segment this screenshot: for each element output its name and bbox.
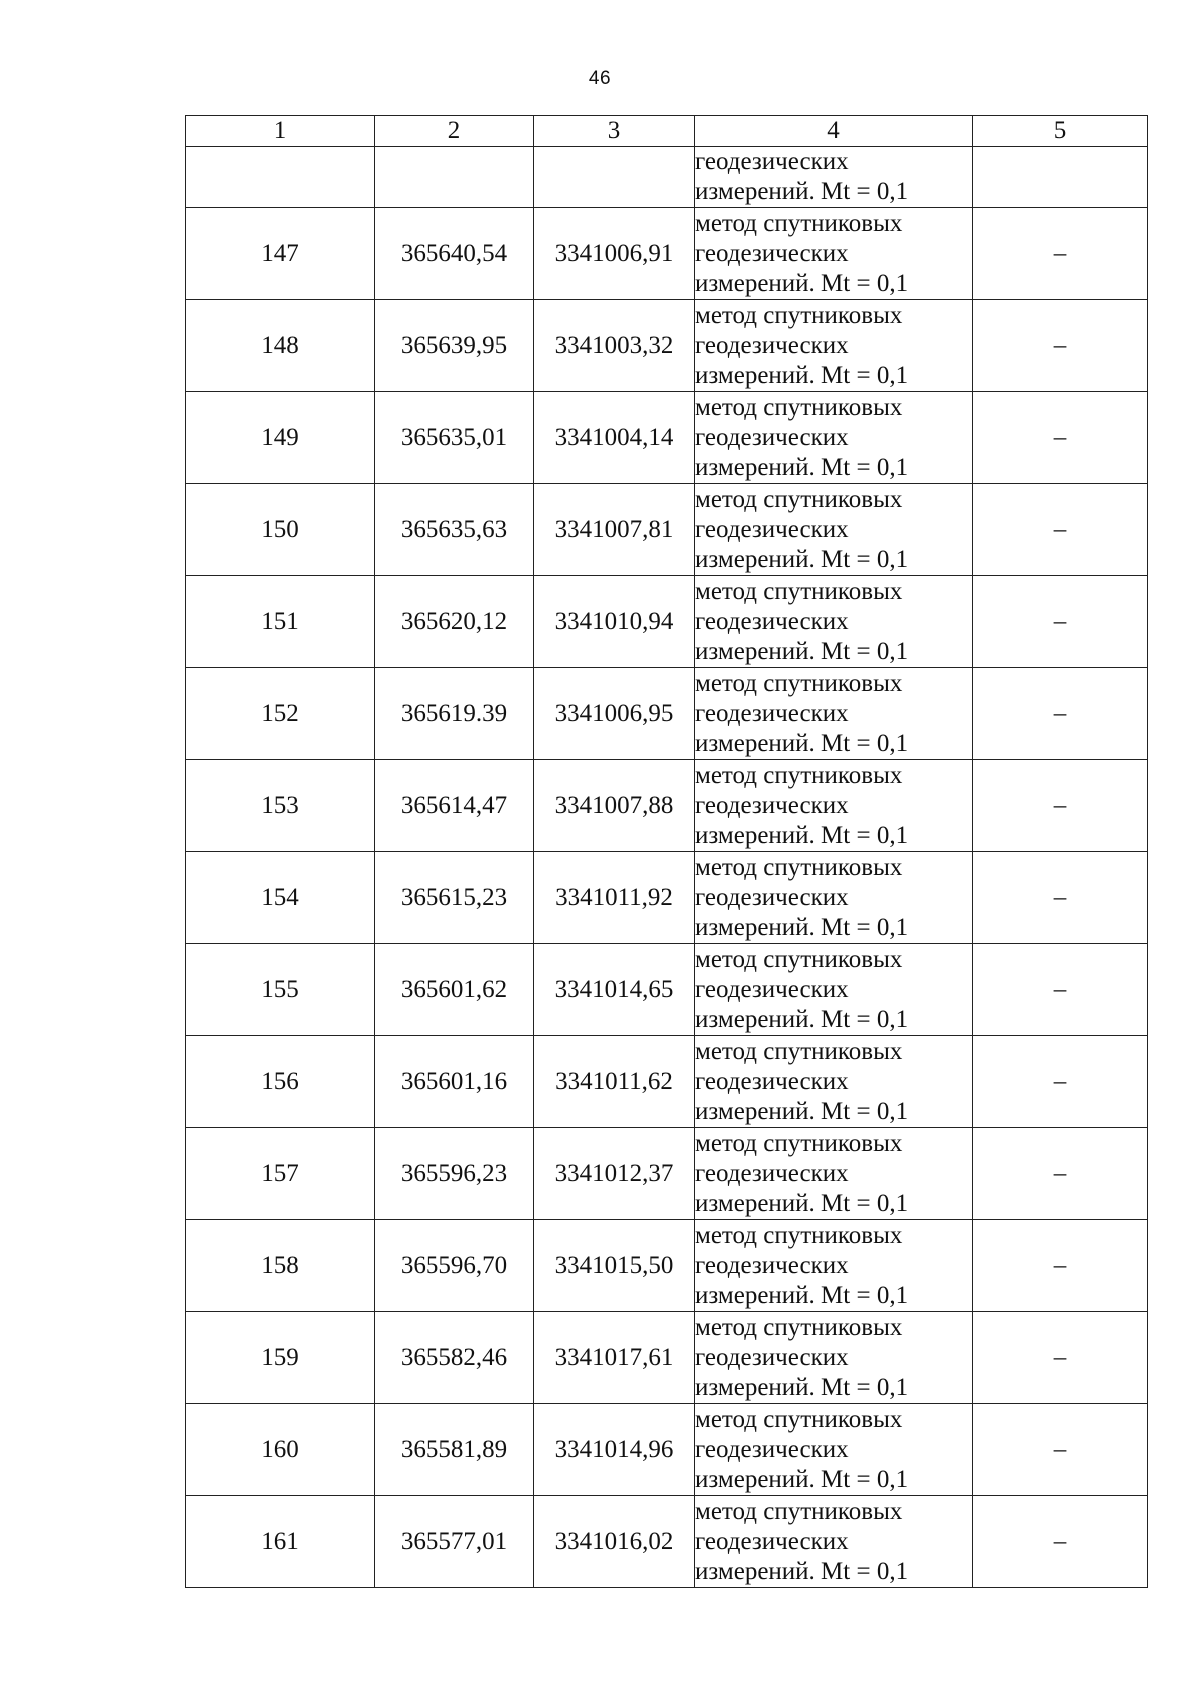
method-line: метод спутниковых: [695, 1129, 903, 1157]
point-number-cell: 160: [186, 1404, 375, 1496]
x-coordinate-cell: 365601,16: [375, 1036, 534, 1128]
y-coordinate-cell: 3341010,94: [534, 576, 695, 668]
table-row: [186, 1128, 1148, 1220]
method-line: геодезических: [695, 515, 849, 543]
method-line: метод спутниковых: [695, 577, 903, 605]
point-number-cell: 158: [186, 1220, 375, 1312]
method-cell: [695, 1220, 973, 1312]
note-cell: [973, 147, 1148, 208]
note-cell: –: [973, 484, 1148, 576]
method-cell: [695, 392, 973, 484]
method-line: измерений. Mt = 0,1: [695, 545, 909, 573]
method-line: метод спутниковых: [695, 1037, 903, 1065]
method-line: метод спутниковых: [695, 1221, 903, 1249]
point-number-cell: 159: [186, 1312, 375, 1404]
y-coordinate-cell: 3341017,61: [534, 1312, 695, 1404]
method-line: метод спутниковых: [695, 761, 903, 789]
note-cell: –: [973, 300, 1148, 392]
method-line: геодезических: [695, 1343, 849, 1371]
method-line: геодезических: [695, 1159, 849, 1187]
method-line: метод спутниковых: [695, 393, 903, 421]
x-coordinate-cell: 365601,62: [375, 944, 534, 1036]
table-row: [186, 1496, 1148, 1588]
x-coordinate-cell: [375, 147, 534, 208]
column-header-2: 2: [375, 116, 534, 147]
note-cell: –: [973, 1312, 1148, 1404]
table-row: [186, 1404, 1148, 1496]
method-line: измерений. Mt = 0,1: [695, 178, 909, 205]
note-cell: –: [973, 392, 1148, 484]
table-row: [186, 668, 1148, 760]
point-number-cell: 152: [186, 668, 375, 760]
method-line: геодезических: [695, 791, 849, 819]
table-row: [186, 1036, 1148, 1128]
table-header-row: [186, 116, 1148, 147]
table-row: [186, 484, 1148, 576]
method-line: метод спутниковых: [695, 853, 903, 881]
method-line: геодезических: [695, 1435, 849, 1463]
x-coordinate-cell: 365614,47: [375, 760, 534, 852]
method-cell: [695, 852, 973, 944]
point-number-cell: 148: [186, 300, 375, 392]
y-coordinate-cell: 3341007,88: [534, 760, 695, 852]
point-number-cell: 151: [186, 576, 375, 668]
x-coordinate-cell: 365639,95: [375, 300, 534, 392]
note-cell: –: [973, 1404, 1148, 1496]
table-row: [186, 760, 1148, 852]
method-line: измерений. Mt = 0,1: [695, 1465, 909, 1493]
page-number: 46: [588, 68, 612, 89]
table-row: [186, 1220, 1148, 1312]
note-cell: –: [973, 208, 1148, 300]
column-header-4: 4: [695, 116, 973, 147]
method-line: геодезических: [695, 883, 849, 911]
method-line: измерений. Mt = 0,1: [695, 821, 909, 849]
method-cell: [695, 944, 973, 1036]
method-cell: [695, 576, 973, 668]
method-line: метод спутниковых: [695, 1497, 903, 1525]
point-number-cell: 149: [186, 392, 375, 484]
method-line: измерений. Mt = 0,1: [695, 729, 909, 757]
method-line: геодезических: [695, 239, 849, 267]
method-cell: [695, 1128, 973, 1220]
method-line: геодезических: [695, 1527, 849, 1555]
method-line: измерений. Mt = 0,1: [695, 269, 909, 297]
x-coordinate-cell: 365615,23: [375, 852, 534, 944]
point-number-cell: 150: [186, 484, 375, 576]
y-coordinate-cell: 3341014,65: [534, 944, 695, 1036]
method-line: метод спутниковых: [695, 301, 903, 329]
point-number-cell: 157: [186, 1128, 375, 1220]
method-cell: [695, 1312, 973, 1404]
method-line: измерений. Mt = 0,1: [695, 1005, 909, 1033]
note-cell: –: [973, 576, 1148, 668]
point-number-cell: 155: [186, 944, 375, 1036]
method-cell: [695, 1404, 973, 1496]
y-coordinate-cell: 3341012,37: [534, 1128, 695, 1220]
method-line: метод спутниковых: [695, 945, 903, 973]
method-line: геодезических: [695, 148, 849, 175]
method-line: геодезических: [695, 423, 849, 451]
point-number-cell: 156: [186, 1036, 375, 1128]
note-cell: –: [973, 760, 1148, 852]
note-cell: –: [973, 1128, 1148, 1220]
y-coordinate-cell: 3341007,81: [534, 484, 695, 576]
method-line: измерений. Mt = 0,1: [695, 637, 909, 665]
x-coordinate-cell: 365635,01: [375, 392, 534, 484]
y-coordinate-cell: 3341014,96: [534, 1404, 695, 1496]
method-cell: [695, 760, 973, 852]
method-cell: [695, 484, 973, 576]
method-cell: [695, 1036, 973, 1128]
table-row: [186, 852, 1148, 944]
method-line: геодезических: [695, 1251, 849, 1279]
method-line: метод спутниковых: [695, 485, 903, 513]
x-coordinate-cell: 365582,46: [375, 1312, 534, 1404]
column-header-1: 1: [186, 116, 375, 147]
method-line: геодезических: [695, 331, 849, 359]
note-cell: –: [973, 1496, 1148, 1588]
x-coordinate-cell: 365635,63: [375, 484, 534, 576]
point-number-cell: 154: [186, 852, 375, 944]
y-coordinate-cell: 3341011,62: [534, 1036, 695, 1128]
method-line: метод спутниковых: [695, 209, 903, 237]
point-number-cell: 161: [186, 1496, 375, 1588]
x-coordinate-cell: 365619.39: [375, 668, 534, 760]
method-cell: [695, 208, 973, 300]
method-line: измерений. Mt = 0,1: [695, 453, 909, 481]
coordinates-table: [185, 115, 1148, 1588]
note-cell: –: [973, 1220, 1148, 1312]
y-coordinate-cell: 3341006,95: [534, 668, 695, 760]
y-coordinate-cell: 3341011,92: [534, 852, 695, 944]
table-row: [186, 1312, 1148, 1404]
method-line: метод спутниковых: [695, 669, 903, 697]
y-coordinate-cell: 3341016,02: [534, 1496, 695, 1588]
method-line: метод спутниковых: [695, 1405, 903, 1433]
method-cell: [695, 147, 973, 208]
method-line: измерений. Mt = 0,1: [695, 361, 909, 389]
note-cell: –: [973, 852, 1148, 944]
method-line: метод спутниковых: [695, 1313, 903, 1341]
point-number-cell: [186, 147, 375, 208]
x-coordinate-cell: 365596,23: [375, 1128, 534, 1220]
method-line: геодезических: [695, 975, 849, 1003]
method-line: геодезических: [695, 607, 849, 635]
note-cell: –: [973, 944, 1148, 1036]
method-cell: [695, 668, 973, 760]
continuation-row: [186, 147, 1148, 208]
table-row: [186, 944, 1148, 1036]
table-row: [186, 576, 1148, 668]
method-line: геодезических: [695, 699, 849, 727]
y-coordinate-cell: 3341004,14: [534, 392, 695, 484]
column-header-3: 3: [534, 116, 695, 147]
method-line: измерений. Mt = 0,1: [695, 913, 909, 941]
method-line: геодезических: [695, 1067, 849, 1095]
table-row: [186, 208, 1148, 300]
note-cell: –: [973, 1036, 1148, 1128]
table-row: [186, 392, 1148, 484]
x-coordinate-cell: 365620,12: [375, 576, 534, 668]
point-number-cell: 147: [186, 208, 375, 300]
table-row: [186, 300, 1148, 392]
y-coordinate-cell: [534, 147, 695, 208]
y-coordinate-cell: 3341003,32: [534, 300, 695, 392]
method-line: измерений. Mt = 0,1: [695, 1097, 909, 1125]
y-coordinate-cell: 3341006,91: [534, 208, 695, 300]
method-line: измерений. Mt = 0,1: [695, 1281, 909, 1309]
y-coordinate-cell: 3341015,50: [534, 1220, 695, 1312]
method-line: измерений. Mt = 0,1: [695, 1557, 909, 1585]
method-cell: [695, 1496, 973, 1588]
x-coordinate-cell: 365577,01: [375, 1496, 534, 1588]
x-coordinate-cell: 365596,70: [375, 1220, 534, 1312]
method-line: измерений. Mt = 0,1: [695, 1373, 909, 1401]
note-cell: –: [973, 668, 1148, 760]
x-coordinate-cell: 365581,89: [375, 1404, 534, 1496]
x-coordinate-cell: 365640,54: [375, 208, 534, 300]
method-line: измерений. Mt = 0,1: [695, 1189, 909, 1217]
point-number-cell: 153: [186, 760, 375, 852]
column-header-5: 5: [973, 116, 1148, 147]
method-cell: [695, 300, 973, 392]
